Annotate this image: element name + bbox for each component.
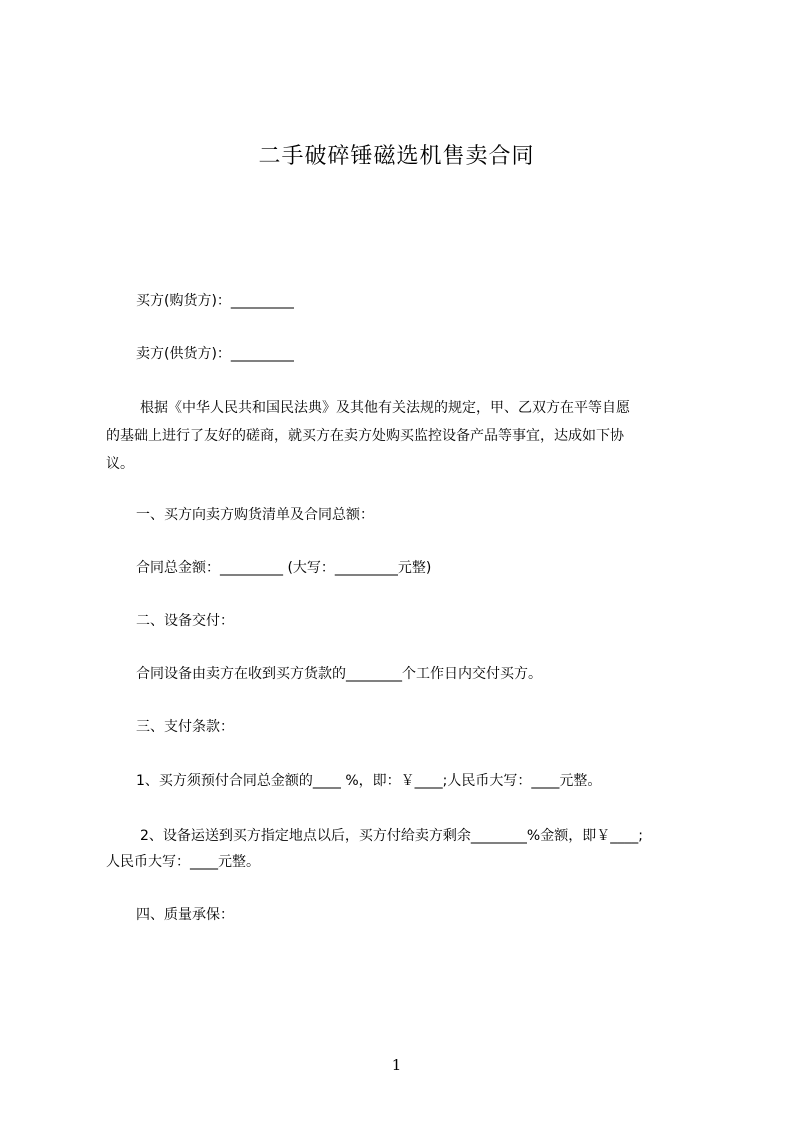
seller-line: 卖方(供货方)：_________: [136, 346, 294, 362]
document-title: 二手破碎锤磁选机售卖合同: [258, 144, 535, 169]
payment-item-2-line-1: 2、设备运送到买方指定地点以后，买方付给卖方剩余________%金额，即￥____;: [140, 828, 643, 844]
contract-total-line: 合同总金额：_________ (大写：_________元整): [136, 560, 432, 576]
intro-paragraph-line-3: 议。: [106, 456, 134, 472]
page-number: 1: [391, 1056, 402, 1074]
payment-item-1: 1、买方须预付合同总金额的____ %，即：￥____;人民币大写：____元整。: [136, 773, 602, 789]
payment-item-2-line-2: 人民币大写：____元整。: [106, 854, 260, 870]
buyer-line: 买方(购货方)：_________: [136, 293, 294, 309]
intro-paragraph-line-1: 根据《中华人民共和国民法典》及其他有关法规的规定，甲、乙双方在平等自愿: [140, 400, 630, 416]
section-1-heading: 一、买方向卖方购货清单及合同总额：: [136, 507, 374, 523]
section-2-heading: 二、设备交付：: [136, 613, 234, 629]
section-4-heading: 四、质量承保：: [136, 907, 234, 923]
delivery-terms-line: 合同设备由卖方在收到买方货款的________个工作日内交付买方。: [136, 666, 542, 682]
section-3-heading: 三、支付条款：: [136, 719, 234, 735]
intro-paragraph-line-2: 的基础上进行了友好的磋商，就买方在卖方处购买监控设备产品等事宜，达成如下协: [106, 428, 624, 444]
